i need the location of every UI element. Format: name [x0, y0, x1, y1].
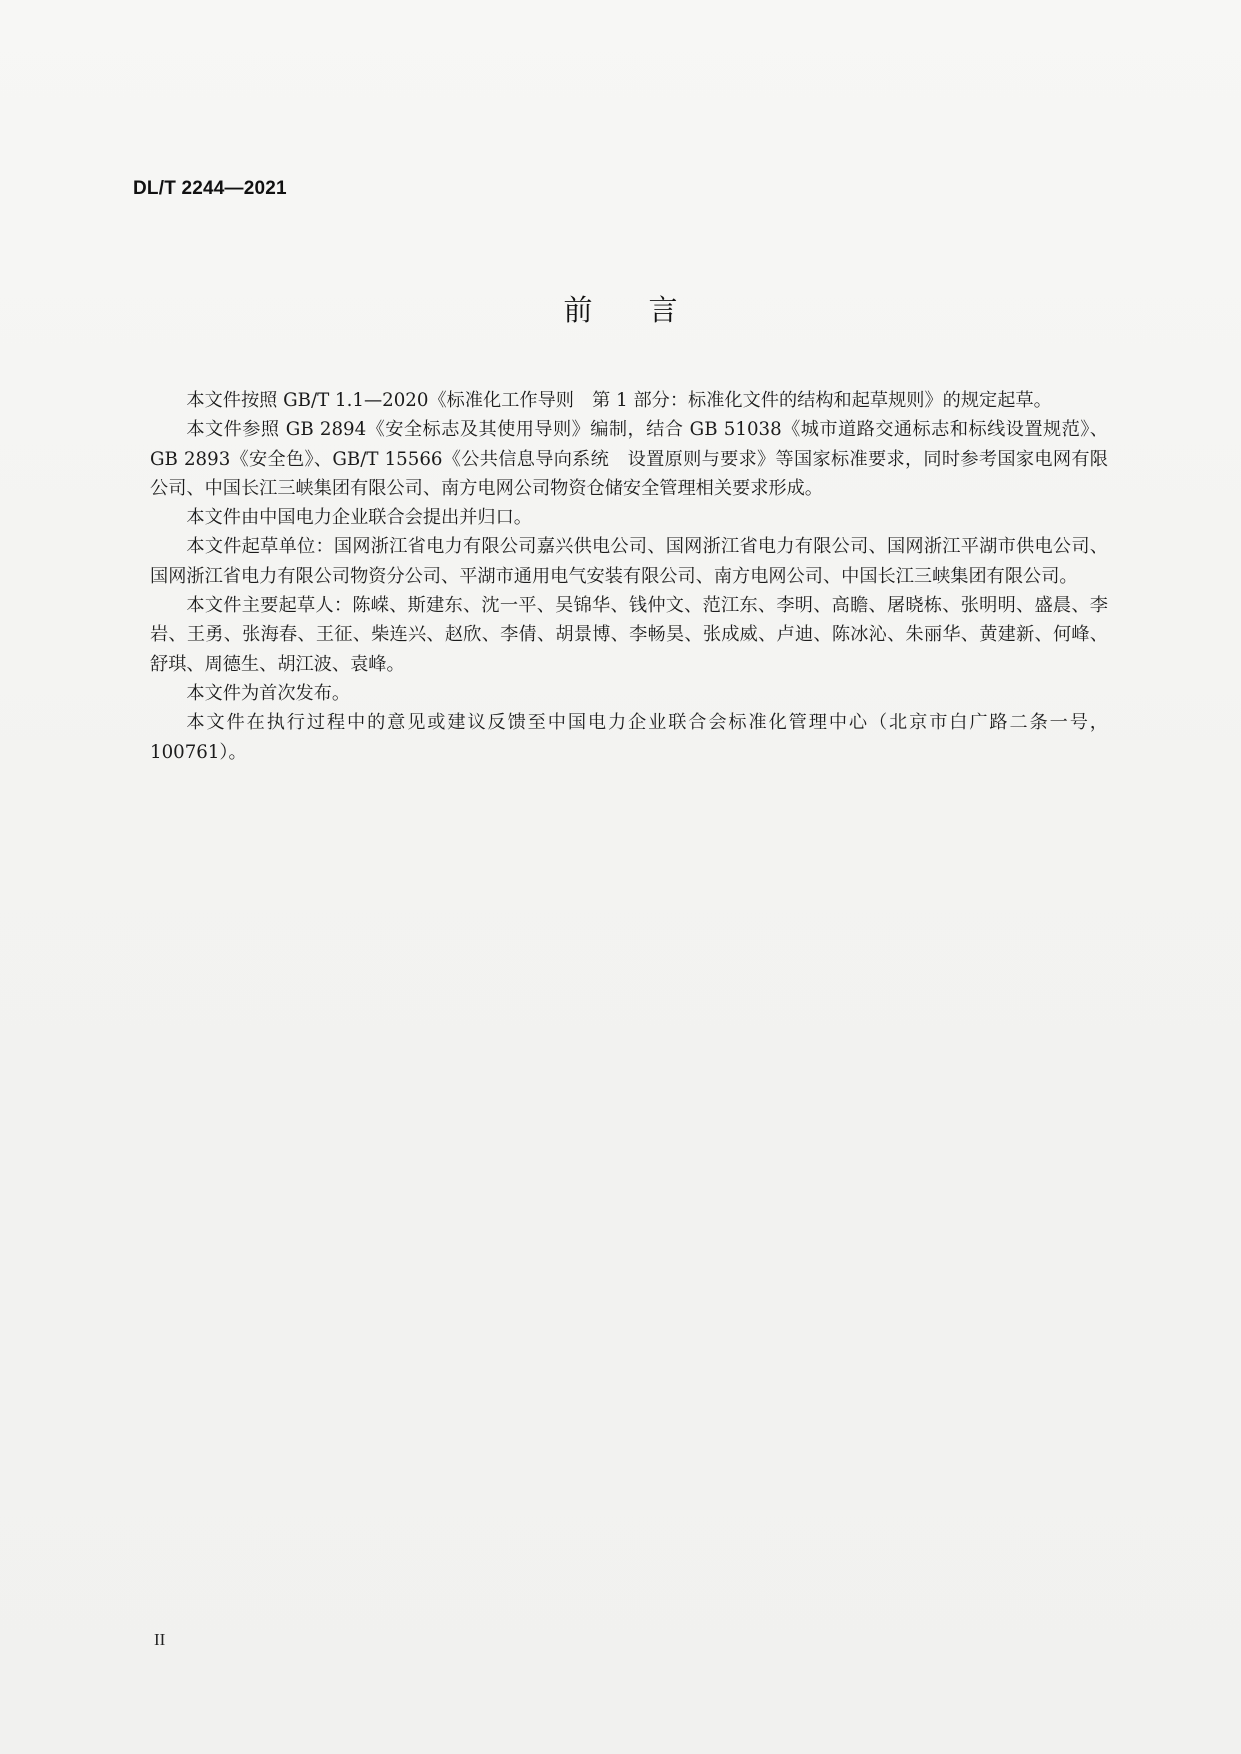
paragraph-drafting-rule: 本文件按照 GB/T 1.1—2020《标准化工作导则 第 1 部分：标准化文件的结构和起草规则》的规定起草。	[186, 390, 1052, 411]
standard-code: DL/T 2244—2021	[133, 178, 287, 199]
paragraph-drafting-units: 本文件起草单位：国网浙江省电力有限公司嘉兴供电公司、国网浙江省电力有限公司、国网浙江平湖市供电公司、国网浙江省电力有限公司物资分公司、平湖市通用电气安装有限公司、南方电网公司、中国长江三峡集团有限公司。	[150, 536, 1108, 587]
page-number: II	[154, 1630, 166, 1649]
paragraph-feedback: 本文件在执行过程中的意见或建议反馈至中国电力企业联合会标准化管理中心（北京市白广路二条一号，100761）。	[150, 712, 1108, 763]
paragraph-proposer: 本文件由中国电力企业联合会提出并归口。	[186, 507, 532, 529]
page-title: 前言	[563, 293, 734, 327]
foreword-body	[150, 386, 1108, 767]
paragraph-first-release: 本文件为首次发布。	[186, 682, 351, 704]
paragraph-references: 本文件参照 GB 2894《安全标志及其使用导则》编制，结合 GB 51038《城市道路交通标志和标线设置规范》、GB 2893《安全色》、GB/T 15566《公共信息导向系统 设置原则与要求》等国家标准要求，同时参考国家电网有限公司、中国长江三峡集团有限公司、南方电网公司物资仓储安全管理相关要求形成。	[150, 419, 1108, 499]
paragraph-drafters: 本文件主要起草人：陈嵘、斯建东、沈一平、吴锦华、钱仲文、范江东、李明、高瞻、屠晓栋、张明明、盛晨、李岩、王勇、张海春、王征、柴连兴、赵欣、李倩、胡景博、李畅昊、张成威、卢迪、陈冰沁、朱丽华、黄建新、何峰、舒琪、周德生、胡江波、袁峰。	[150, 595, 1108, 675]
